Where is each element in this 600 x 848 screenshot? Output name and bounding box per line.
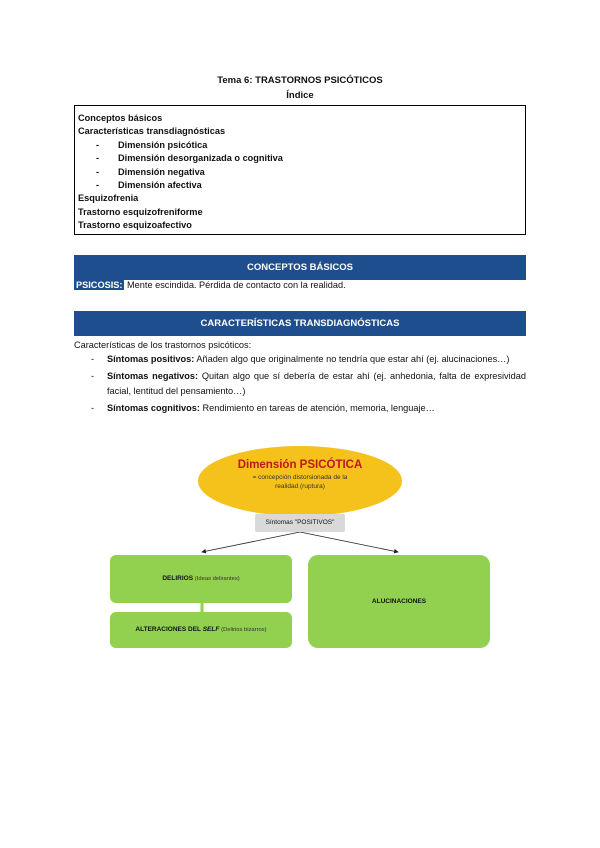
bullet-term: Síntomas negativos: xyxy=(107,371,199,381)
diagram-subtitle-1: = concepción distorsionada de la xyxy=(252,474,348,481)
alteraciones-self: SELF xyxy=(202,626,220,633)
section-banner-conceptos: CONCEPTOS BÁSICOS xyxy=(74,255,526,280)
delirios-node xyxy=(110,555,292,603)
index-subitem-label: Dimensión desorganizada o cognitiva xyxy=(118,153,283,164)
bullet-term: Síntomas positivos: xyxy=(107,354,195,364)
section-banner-caracteristicas: CARACTERÍSTICAS TRANSDIAGNÓSTICAS xyxy=(74,311,526,336)
index-item: Conceptos básicos xyxy=(78,113,163,123)
psicosis-text: Mente escindida. Pérdida de contacto con la realidad. xyxy=(124,280,346,290)
index-item: Trastorno esquizoafectivo xyxy=(78,220,192,231)
page-title: Tema 6: TRASTORNOS PSICÓTICOS xyxy=(217,75,383,86)
dash: - xyxy=(96,166,100,177)
psicosis-term: PSICOSIS: xyxy=(76,280,123,290)
alteraciones-note: (Delirios bizarros) xyxy=(221,627,267,633)
dash: - xyxy=(96,153,100,164)
diagram-title: Dimensión PSICÓTICA xyxy=(237,459,363,471)
index-subitem-label: Dimensión afectiva xyxy=(118,180,202,191)
arrow-right xyxy=(300,532,398,552)
dash: - xyxy=(96,139,100,150)
bullet-dash: - xyxy=(91,371,95,381)
bullet-text: Añaden algo que originalmente no tendría que estar ahí (ej. alucinaciones…) xyxy=(194,354,510,364)
arrow-left xyxy=(202,532,300,552)
delirios-label: DELIRIOS xyxy=(162,575,194,582)
index-item: Esquizofrenia xyxy=(78,193,139,204)
index-item: Características transdiagnósticas xyxy=(78,126,226,137)
section-intro: Características de los trastornos psicóticos: xyxy=(74,340,252,350)
alucinaciones-node xyxy=(308,555,490,648)
index-heading: Índice xyxy=(286,90,314,101)
alteraciones-node xyxy=(110,612,292,648)
index-item: Trastorno esquizofreniforme xyxy=(78,206,203,217)
bullet-dash: - xyxy=(91,354,95,364)
index-subitem-label: Dimensión psicótica xyxy=(118,139,208,150)
bullet-text: Rendimiento en tareas de atención, memoria, lenguaje… xyxy=(199,403,435,413)
bullet-term: Síntomas cognitivos: xyxy=(107,403,200,413)
bullet-dash: - xyxy=(91,403,95,413)
index-subitem-label: Dimensión negativa xyxy=(118,166,205,177)
delirios-note: (Ideas delirantes) xyxy=(194,576,240,582)
alteraciones-label: ALTERACIONES DEL xyxy=(135,626,203,633)
alucinaciones-label: ALUCINACIONES xyxy=(371,598,427,605)
dash: - xyxy=(96,180,100,191)
diagram-subtitle-2: realidad (ruptura) xyxy=(275,482,325,490)
dimension-psicotica-node xyxy=(198,446,402,516)
bullet-text: Quitan algo que sí debería de estar ahí (ej. anhedonia, falta de expresividad facial, lentitud del pensamiento…) xyxy=(107,371,526,396)
sintomas-positivos-label: Síntomas "POSITIVOS" xyxy=(255,514,345,532)
